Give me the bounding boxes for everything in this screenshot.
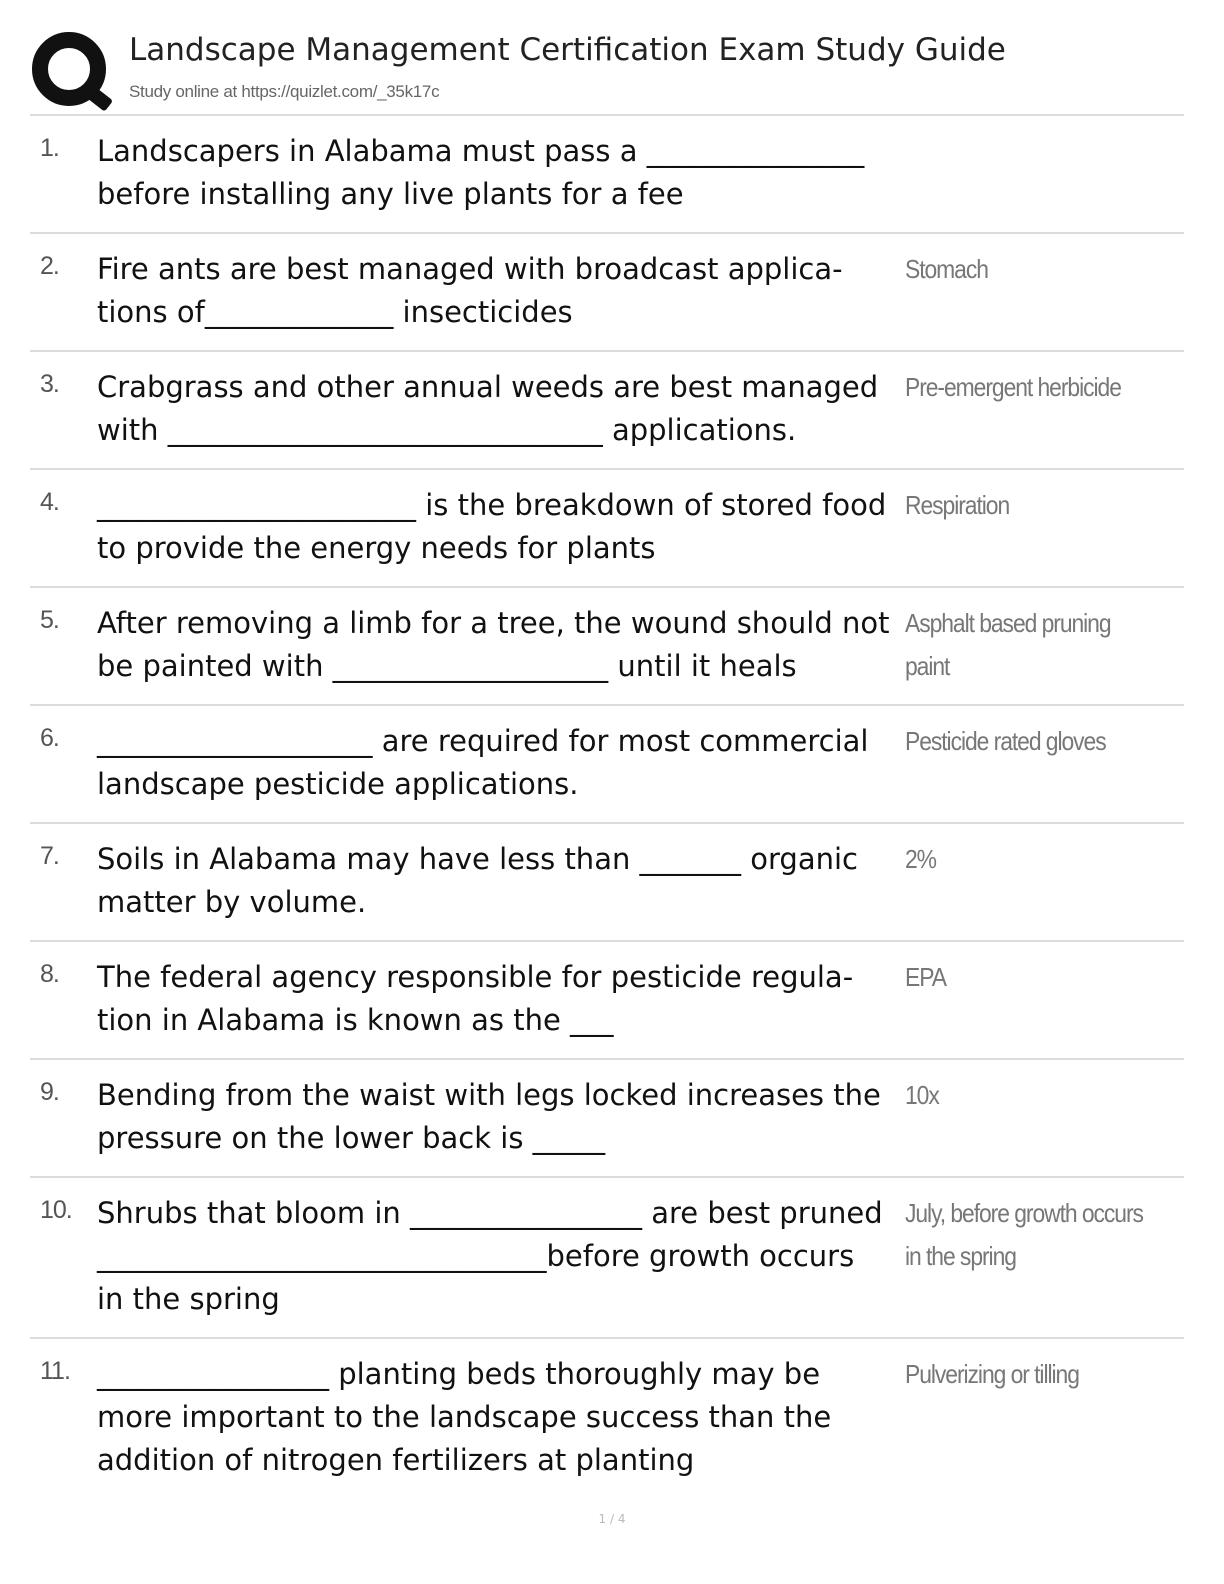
definition-line: 2% (905, 844, 936, 874)
card-term (97, 1353, 897, 1482)
definition-line: EPA (905, 962, 946, 992)
term-line: The federal agency responsible for pesticide regula- (97, 960, 854, 994)
card-term (97, 720, 897, 806)
divider (30, 822, 1184, 824)
definition-line: Pulverizing or tilling (905, 1359, 1079, 1389)
quizlet-logo-icon (32, 32, 106, 106)
card-number: 8. (40, 960, 59, 988)
divider (30, 1058, 1184, 1060)
term-line: matter by volume. (97, 885, 367, 919)
card-number: 10. (40, 1196, 72, 1224)
card-definition (905, 366, 1151, 409)
term-line: ___________________ are required for most commercial (97, 724, 869, 758)
term-line: Soils in Alabama may have less than _______ organic (97, 842, 858, 876)
card-number: 1. (40, 134, 59, 162)
page-header (32, 28, 1182, 114)
card-definition (905, 956, 1151, 999)
term-line: pressure on the lower back is _____ (97, 1121, 606, 1155)
term-line: tion in Alabama is known as the ___ (97, 1003, 614, 1037)
card-definition (905, 248, 1151, 291)
term-line: Bending from the waist with legs locked increases the (97, 1078, 881, 1112)
divider (30, 232, 1184, 234)
term-line: to provide the energy needs for plants (97, 531, 656, 565)
divider (30, 468, 1184, 470)
card-definition (905, 838, 1151, 881)
card-number: 5. (40, 606, 59, 634)
definition-line: paint (905, 651, 950, 681)
definition-line: Stomach (905, 254, 988, 284)
card-number: 6. (40, 724, 59, 752)
term-line: ______________________ is the breakdown of stored food (97, 488, 887, 522)
term-line: After removing a limb for a tree, the wound should not (97, 606, 890, 640)
card-definition (905, 1192, 1151, 1278)
card-term (97, 1192, 897, 1321)
card-term (97, 956, 897, 1042)
card-term (97, 838, 897, 924)
card-number: 11. (40, 1357, 70, 1385)
term-line: Crabgrass and other annual weeds are best managed (97, 370, 879, 404)
card-definition (905, 720, 1151, 763)
card-number: 3. (40, 370, 59, 398)
definition-line: in the spring (905, 1241, 1016, 1271)
card-term (97, 602, 897, 688)
term-line: Shrubs that bloom in ________________ are best pruned (97, 1196, 883, 1230)
card-number: 7. (40, 842, 59, 870)
term-line: _______________________________before growth occurs (97, 1239, 855, 1273)
definition-line: Pesticide rated gloves (905, 726, 1106, 756)
term-line: in the spring (97, 1282, 280, 1316)
card-number: 9. (40, 1078, 59, 1106)
divider (30, 114, 1184, 116)
term-line: landscape pesticide applications. (97, 767, 579, 801)
card-number: 2. (40, 252, 59, 280)
card-definition (905, 484, 1151, 527)
card-term (97, 366, 897, 452)
divider (30, 1337, 1184, 1339)
term-line: Landscapers in Alabama must pass a _______________ (97, 134, 865, 168)
term-line: be painted with ___________________ until it heals (97, 649, 797, 683)
card-term (97, 1074, 897, 1160)
card-term (97, 130, 897, 216)
term-line: with ______________________________ applications. (97, 413, 797, 447)
definition-line: Respiration (905, 490, 1010, 520)
card-number: 4. (40, 488, 59, 516)
term-line: tions of_____________ insecticides (97, 295, 573, 329)
definition-line: Pre-emergent herbicide (905, 372, 1121, 402)
definition-line: Asphalt based pruning (905, 608, 1111, 638)
page-number: 1 / 4 (598, 1512, 626, 1526)
term-line: more important to the landscape success than the (97, 1400, 832, 1434)
card-definition (905, 1353, 1151, 1396)
page-title: Landscape Management Certification Exam Study Guide (129, 32, 1006, 68)
definition-line: 10x (905, 1080, 939, 1110)
divider (30, 1176, 1184, 1178)
study-link[interactable]: Study online at https://quizlet.com/_35k17c (129, 82, 440, 101)
card-definition (905, 602, 1151, 688)
card-term (97, 484, 897, 570)
term-line: ________________ planting beds thoroughly may be (97, 1357, 821, 1391)
term-line: Fire ants are best managed with broadcast applica- (97, 252, 843, 286)
divider (30, 704, 1184, 706)
card-term (97, 248, 897, 334)
divider (30, 940, 1184, 942)
divider (30, 586, 1184, 588)
term-line: addition of nitrogen fertilizers at planting (97, 1443, 695, 1477)
card-definition (905, 1074, 1151, 1117)
term-line: before installing any live plants for a fee (97, 177, 684, 211)
definition-line: July, before growth occurs (905, 1198, 1143, 1228)
divider (30, 350, 1184, 352)
